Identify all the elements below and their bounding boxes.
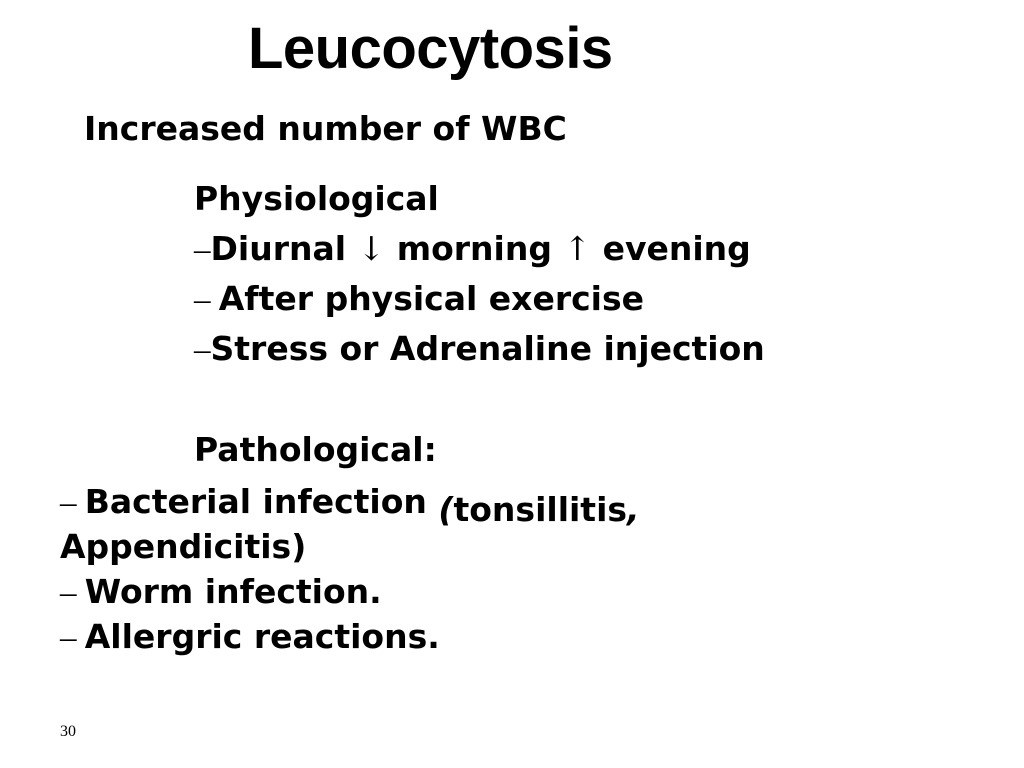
paren-open: ( xyxy=(438,490,454,529)
dash: – xyxy=(194,232,211,268)
physiological-heading: Physiological xyxy=(194,179,439,218)
item-text: Stress or Adrenaline injection xyxy=(210,329,765,368)
pathological-item-allergic xyxy=(60,616,440,659)
item-text: Allergric reactions. xyxy=(84,617,440,656)
page-number: 30 xyxy=(60,723,76,740)
pathological-item-worm xyxy=(60,571,382,614)
dash: – xyxy=(194,332,211,368)
slide-title: Leucocytosis xyxy=(248,16,613,81)
item-text-tonsillitis: tonsillitis, xyxy=(453,490,640,529)
pathological-heading: Pathological: xyxy=(194,430,437,469)
item-text: Bacterial infection xyxy=(84,482,439,521)
arrow-down-icon: ↓ xyxy=(357,229,386,268)
comma: , xyxy=(627,490,640,529)
physiological-item-stress xyxy=(194,328,765,371)
item-text: After physical exercise xyxy=(218,279,644,318)
item-text: Diurnal xyxy=(210,229,358,268)
dash: – xyxy=(60,575,85,611)
item-text: evening xyxy=(591,229,751,268)
dash: – xyxy=(194,282,219,318)
dash: – xyxy=(60,485,85,521)
physiological-item-diurnal xyxy=(194,228,751,271)
dash: – xyxy=(60,620,85,656)
pathological-item-bacterial xyxy=(60,481,640,529)
item-text: Worm infection. xyxy=(84,572,382,611)
item-text: morning xyxy=(385,229,564,268)
slide-subtitle: Increased number of WBC xyxy=(84,109,567,148)
arrow-up-icon: ↑ xyxy=(563,229,592,268)
pathological-item-bacterial-continuation: Appendicitis) xyxy=(60,527,307,566)
physiological-item-exercise xyxy=(194,278,644,321)
